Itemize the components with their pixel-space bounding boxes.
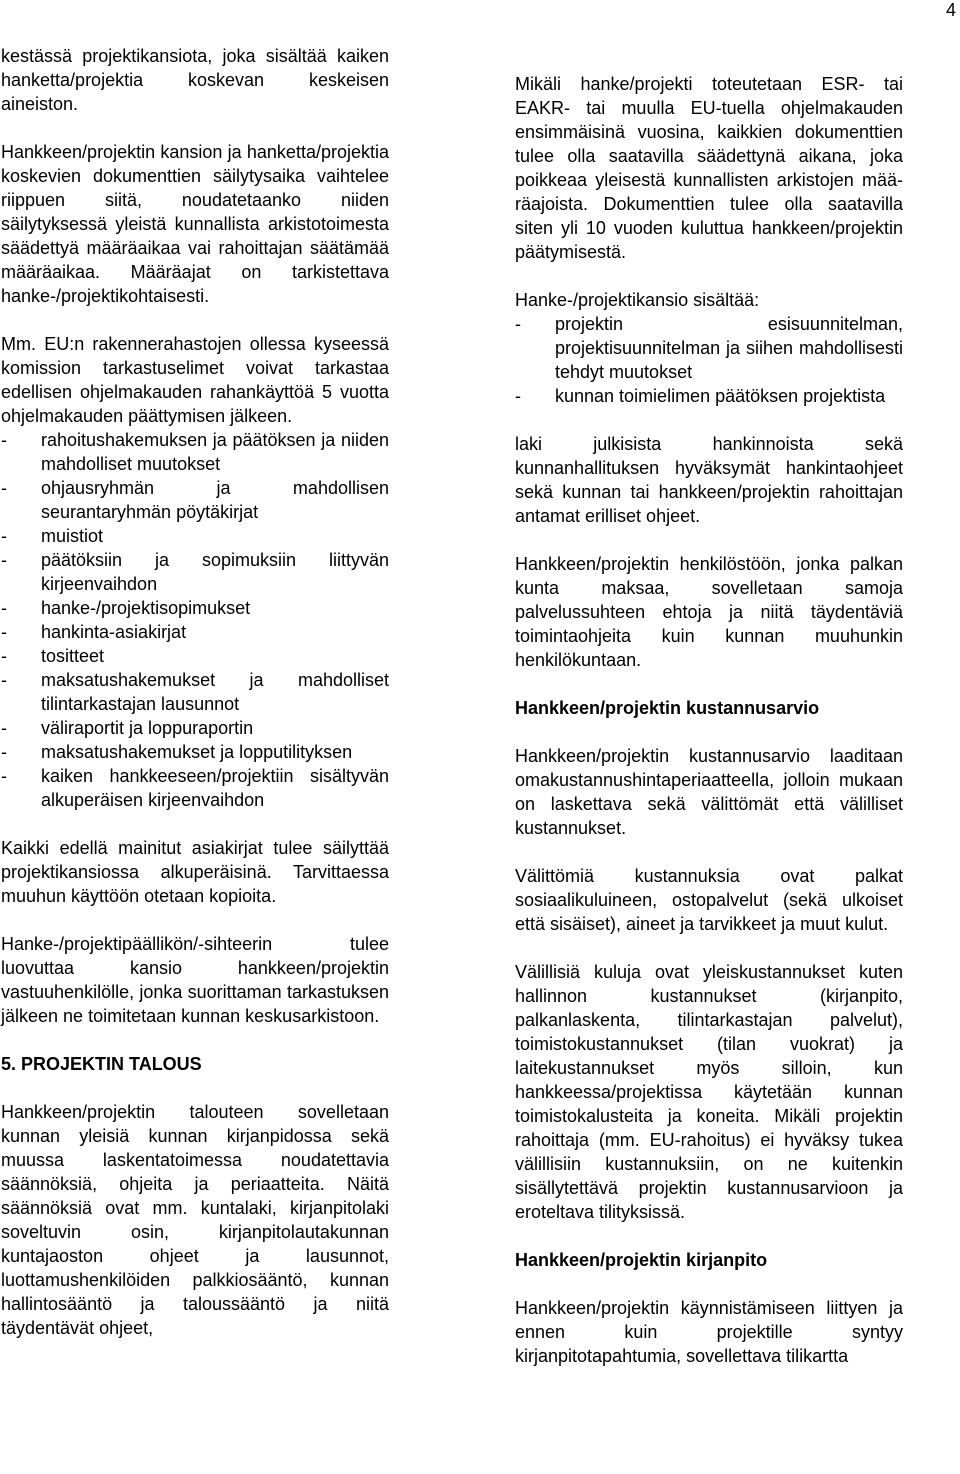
right-column <box>515 72 903 1392</box>
list-item: - hankinta-asiakirjat <box>1 622 187 642</box>
left-paragraph-1: kestässä projektikansiota, joka sisältää kaiken hanketta/projektia koskevan keskeisen aineiston. <box>1 46 389 114</box>
left-column <box>1 44 389 1364</box>
archive-contents-list <box>1 428 389 812</box>
section-heading: 5. PROJEKTIN TALOUS <box>1 1054 202 1074</box>
subheading-cost-estimate: Hankkeen/projektin kustannusarvio <box>515 698 820 718</box>
left-paragraph-3: Mm. EU:n rakennerahastojen ollessa kyseessä komission tarkastuselimet voivat tarkastaa edellisen ohjelmakauden rahankäyttöä 5 vuotta ohjelmakauden päättymisen jälkeen. <box>1 334 389 426</box>
list-item: - hanke-/projektisopimukset <box>1 598 251 618</box>
right-paragraph-5: Hankkeen/projektin kustannusarvio laaditaan omakustannushintaperiaatteella, jolloin mukaan on laskettava sekä välittömät että välilliset kustannukset. <box>515 746 903 838</box>
right-list-intro: Hanke-/projektikansio sisältää: <box>515 290 760 310</box>
left-paragraph-4: Kaikki edellä mainitut asiakirjat tulee säilyttää projektikansiossa alkuperäisinä. Tarvittaessa muuhun käyttöön otetaan kopioita. <box>1 838 389 906</box>
right-paragraph-7: Välillisiä kuluja ovat yleiskustannukset kuten hallinnon kustannukset (kirjanpito, palkanlaskenta, tilintarkastajan palvelut), toimistokustannukset (tilan vuokrat) ja laitekustannukset myös silloin, kun hankkeessa/projektissa käytetään kunnan toimistokalusteita ja koneita. Mikäli projektin rahoittaja (mm. EU-rahoitus) ei hyväksy tukea välillisiin kustannuksiin, on ne kuitenkin sisällytettävä projektin kustannusarvioon ja eroteltava tilityksissä. <box>515 962 903 1222</box>
page-number: 4 <box>945 0 956 20</box>
list-item: - rahoitushakemuksen ja päätöksen ja niiden mahdolliset muutokset <box>1 430 389 474</box>
list-item: - muistiot <box>1 526 104 546</box>
list-item: - projektin esisuunnitelman, projektisuunnitelman ja siihen mahdollisesti tehdyt muutokset <box>515 314 903 382</box>
right-paragraph-1: Mikäli hanke/projekti toteutetaan ESR- tai EAKR- tai muulla EU-tuella ohjelmakauden ensimmäisinä vuosina, kaikkien dokumenttien tulee olla saatavilla säädettynä aikana, joka poikkeaa yleisestä kunnallisten arkistojen määräajoista. Dokumenttien tulee olla saatavilla siten yli 10 vuoden kuluttua hankkeen/projektin päätymisestä. <box>515 74 903 262</box>
list-item: - tositteet <box>1 646 105 666</box>
project-folder-list <box>515 312 903 408</box>
right-paragraph-8: Hankkeen/projektin käynnistämiseen liittyen ja ennen kuin projektille syntyy kirjanpitotapahtumia, sovellettava tilikartta <box>515 1298 903 1366</box>
list-item: - väliraportit ja loppuraportin <box>1 718 254 738</box>
list-item: - päätöksiin ja sopimuksiin liittyvän kirjeenvaihdon <box>1 550 389 594</box>
list-item: - maksatushakemukset ja mahdolliset tilintarkastajan lausunnot <box>1 670 389 714</box>
left-paragraph-6: Hankkeen/projektin talouteen sovelletaan kunnan yleisiä kunnan kirjanpidossa sekä muussa laskentatoimessa noudatettavia säännöksiä, ohjeita ja periaatteita. Näitä säännöksiä ovat mm. kuntalaki, kirjanpitolaki soveltuvin osin, kirjanpitolautakunnan kuntajaoston ohjeet ja lausunnot, luottamushenkilöiden palkkiosääntö, kunnan hallintosääntö ja taloussääntö ja niitä täydentävät ohjeet, <box>1 1102 389 1338</box>
right-paragraph-3: laki julkisista hankinnoista sekä kunnanhallituksen hyväksymät hankintaohjeet sekä kunnan tai hankkeen/projektin rahoittajan antamat erilliset ohjeet. <box>515 434 903 526</box>
list-item: - ohjausryhmän ja mahdollisen seurantaryhmän pöytäkirjat <box>1 478 389 522</box>
subheading-bookkeeping: Hankkeen/projektin kirjanpito <box>515 1250 768 1270</box>
right-paragraph-4: Hankkeen/projektin henkilöstöön, jonka palkan kunta maksaa, sovelletaan samoja palvelussuhteen ehtoja ja niitä täydentäviä toimintaohjeita kuin kunnan muuhunkin henkilökuntaan. <box>515 554 903 670</box>
right-paragraph-6: Välittömiä kustannuksia ovat palkat sosiaalikuluineen, ostopalvelut (sekä ulkoiset että sisäiset), aineet ja tarvikkeet ja muut kulut. <box>515 866 903 934</box>
left-paragraph-2: Hankkeen/projektin kansion ja hanketta/projektia koskevien dokumenttien säilytysaika vaihtelee riippuen siitä, noudatetaanko niiden säilytyksessä yleistä kunnallista arkistotoimesta säädettyä määräaikaa vai rahoittajan säätämää määräaikaa. Määräajat on tarkistettava hanke-/projektikohtaisesti. <box>1 142 389 306</box>
list-item: - kunnan toimielimen päätöksen projektista <box>515 386 886 406</box>
list-item: - maksatushakemukset ja lopputilityksen <box>1 742 353 762</box>
left-paragraph-5: Hanke-/projektipäällikön/-sihteerin tulee luovuttaa kansio hankkeen/projektin vastuuhenkilölle, jonka suorittaman tarkastuksen jälkeen ne toimitetaan kunnan keskusarkistoon. <box>1 934 389 1026</box>
list-item: - kaiken hankkeeseen/projektiin sisältyvän alkuperäisen kirjeenvaihdon <box>1 766 389 810</box>
